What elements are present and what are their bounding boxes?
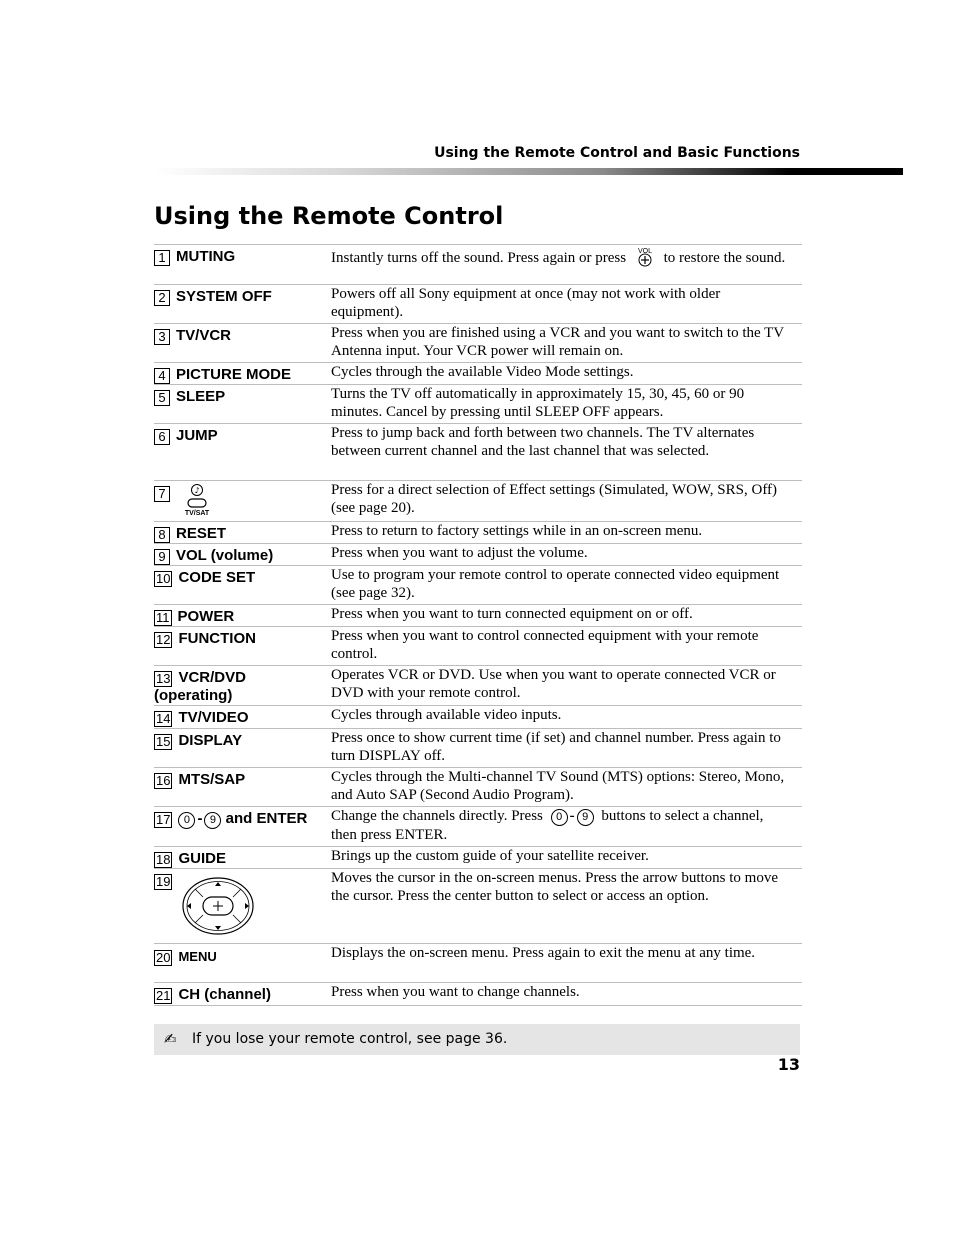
table-row	[154, 706, 802, 729]
function-description: Press when you want to adjust the volume.	[331, 545, 588, 561]
function-label: CH (channel)	[178, 986, 271, 1003]
key-range-icon	[551, 807, 594, 826]
pencil-note-icon: ✍	[164, 1030, 177, 1048]
function-description: Use to program your remote control to operate connected video equipment (see page 32).	[331, 567, 780, 601]
vol-plus-icon	[635, 245, 655, 272]
function-description	[330, 245, 791, 284]
key-9-icon: 9	[577, 809, 594, 826]
function-label: VCR/DVD	[178, 669, 246, 686]
item-number: 14	[156, 711, 171, 726]
description-text: Instantly turns off the sound. Press again or press	[331, 249, 627, 266]
item-number: 17	[156, 812, 171, 827]
function-label: SLEEP	[176, 388, 226, 405]
function-description	[330, 807, 791, 846]
table-row	[154, 807, 802, 847]
table-row	[154, 847, 802, 869]
function-description: Press when you want to change channels.	[331, 984, 580, 1000]
item-number: 5	[154, 390, 170, 406]
function-name	[154, 627, 330, 665]
function-name	[154, 385, 330, 423]
function-label: PICTURE MODE	[176, 366, 292, 383]
function-description: Powers off all Sony equipment at once (may not work with older equipment).	[331, 286, 721, 320]
table-row	[154, 869, 802, 944]
key-0-icon: 0	[551, 809, 568, 826]
function-description: Displays the on-screen menu. Press again to exit the menu at any time.	[331, 945, 756, 961]
function-label: POWER	[177, 608, 235, 625]
table-row	[154, 245, 802, 285]
function-description: Press when you want to control connected equipment with your remote control.	[331, 628, 759, 662]
function-name	[154, 666, 330, 705]
function-name	[154, 729, 330, 767]
header-rule	[155, 168, 903, 175]
function-description: Moves the cursor in the on-screen menus. Press the arrow buttons to move the cursor. Press the center button to select or access an option.	[331, 870, 778, 904]
table-row	[154, 285, 802, 324]
function-label: TV/VIDEO	[178, 709, 249, 726]
table-row	[154, 944, 802, 983]
tip-note	[154, 1024, 800, 1055]
function-name	[154, 285, 330, 323]
item-number: 20	[156, 950, 171, 965]
range-dash: -	[197, 810, 203, 827]
item-number: 16	[156, 773, 171, 788]
function-description: Operates VCR or DVD. Use when you want to operate connected VCR or DVD with your remote control.	[331, 667, 776, 701]
description-text: to restore the sound.	[663, 249, 786, 266]
table-row	[154, 566, 802, 605]
item-number: 3	[154, 329, 170, 345]
description-text: buttons to select a channel, then press ENTER.	[331, 808, 764, 844]
function-name	[154, 566, 330, 604]
table-row	[154, 605, 802, 627]
table-row	[154, 729, 802, 768]
function-label: JUMP	[176, 427, 218, 444]
function-description: Cycles through the Multi-channel TV Sound (MTS) options: Stereo, Mono, and Auto SAP (Second Audio Program).	[331, 769, 785, 803]
function-label: MENU	[178, 949, 217, 964]
function-name	[154, 424, 330, 480]
function-label-secondary: (operating)	[154, 687, 233, 704]
function-label: DISPLAY	[178, 732, 243, 749]
function-name	[154, 706, 330, 728]
function-name	[154, 481, 330, 521]
function-name	[154, 522, 330, 543]
item-number: 12	[156, 632, 171, 647]
function-description: Press once to show current time (if set) and channel number. Press again to turn DISPLAY off.	[331, 730, 781, 764]
function-description: Cycles through available video inputs.	[331, 707, 562, 723]
item-number: 19	[156, 874, 171, 889]
function-label: and ENTER	[225, 810, 308, 827]
function-name	[154, 324, 330, 362]
item-number: 11	[156, 610, 170, 625]
effect-button-icon	[182, 484, 212, 522]
item-number: 18	[156, 852, 171, 867]
function-name	[154, 245, 330, 284]
function-label: MTS/SAP	[178, 771, 246, 788]
table-row	[154, 481, 802, 522]
function-description: Press to jump back and forth between two channels. The TV alternates between current channel and the last channel that was selected.	[331, 425, 755, 459]
item-number: 4	[154, 368, 170, 384]
running-head: Using the Remote Control and Basic Functions	[434, 145, 800, 161]
function-label: SYSTEM OFF	[176, 288, 272, 305]
function-description: Brings up the custom guide of your satellite receiver.	[331, 848, 649, 864]
function-label: CODE SET	[178, 569, 256, 586]
function-description: Cycles through the available Video Mode settings.	[331, 364, 634, 380]
item-number: 8	[154, 527, 170, 543]
table-row	[154, 768, 802, 807]
item-number: 1	[154, 250, 170, 266]
function-label: VOL (volume)	[176, 547, 274, 564]
function-description: Press when you want to turn connected equipment on or off.	[331, 606, 693, 622]
function-description: Press to return to factory settings while in an on-screen menu.	[331, 523, 703, 539]
vol-icon-label: VOL	[637, 248, 652, 255]
function-name	[154, 768, 330, 806]
function-label: GUIDE	[178, 850, 226, 867]
function-name	[154, 847, 330, 868]
function-label: MUTING	[176, 248, 236, 265]
item-number: 7	[154, 486, 170, 502]
table-row	[154, 522, 802, 544]
table-row	[154, 666, 802, 706]
tvsat-icon-label: TV/SAT	[184, 510, 210, 517]
tip-note-text: If you lose your remote control, see page 36.	[192, 1031, 508, 1047]
table-row	[154, 544, 802, 566]
function-name	[154, 807, 330, 846]
item-number: 6	[154, 429, 170, 445]
function-label: RESET	[176, 525, 227, 542]
item-number: 21	[156, 988, 171, 1003]
description-text: Change the channels directly. Press	[331, 808, 543, 824]
function-name	[154, 363, 330, 384]
function-label: FUNCTION	[178, 630, 256, 647]
function-table	[154, 244, 802, 1006]
item-number: 15	[156, 734, 171, 749]
function-name	[154, 869, 330, 943]
joystick-pad-icon	[181, 876, 255, 940]
function-label: TV/VCR	[176, 327, 232, 344]
key-0-icon: 0	[178, 812, 195, 829]
table-row	[154, 385, 802, 424]
table-row	[154, 983, 802, 1006]
item-number: 2	[154, 290, 170, 306]
item-number: 13	[156, 671, 171, 686]
table-row	[154, 363, 802, 385]
table-row	[154, 324, 802, 363]
function-description: Turns the TV off automatically in approximately 15, 30, 45, 60 or 90 minutes. Cancel by pressing until SLEEP OFF appears.	[331, 386, 745, 420]
table-row	[154, 627, 802, 666]
function-description: Press when you are finished using a VCR and you want to switch to the TV Antenna input. Your VCR power will remain on.	[331, 325, 784, 359]
table-row	[154, 424, 802, 481]
function-name	[154, 983, 330, 1005]
key-9-icon: 9	[204, 812, 221, 829]
range-dash: -	[569, 808, 575, 825]
function-name	[154, 544, 330, 565]
page-number: 13	[777, 1055, 800, 1074]
page-title: Using the Remote Control	[154, 202, 504, 230]
svg-text:♪: ♪	[194, 486, 200, 495]
function-name	[154, 944, 330, 982]
item-number: 9	[154, 549, 170, 565]
function-name	[154, 605, 330, 626]
item-number: 10	[156, 571, 171, 586]
function-description: Press for a direct selection of Effect settings (Simulated, WOW, SRS, Off) (see page 20).	[331, 482, 778, 516]
